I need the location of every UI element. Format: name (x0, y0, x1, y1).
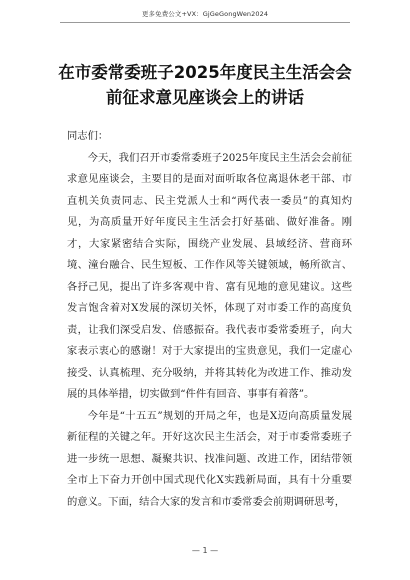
salutation: 同志们： (67, 130, 109, 142)
paragraph-1: 今天，我们召开市委常委班子2025年度民主生活会会前征求意见座谈会，主要目的是面对面听取各位离退休老干部、市直机关负责同志、民主党派人士和“两代表一委员”的真知灼见，为高质量开好年度民主生活会打好基础、做好准备。刚才，大家紧密结合实际，围绕产业发展、县域经济、营商环境、潼台融合、民生短板、工作作风等关键领域，畅所欲言、各抒己见，提出了许多客观中肯、富有见地的意见建议。这些发言饱含着对X发展的深切关怀，体现了对市委工作的高度负责，让我们深受启发、倍感振奋。我代表市委常委班子，向大家表示衷心的感谢！对于大家提出的宝贵意见，我们一定虚心接受、认真梳理、充分吸纳，并将其转化为改进工作、推动发展的具体举措，切实做到“件件有回音、事事有着落”。 (67, 151, 352, 400)
title-line-1: 在市委常委班子2025年度民主生活会会 (58, 63, 352, 82)
paragraph-2: 今年是“十五五”规划的开局之年，也是X迈向高质量发展新征程的关键之年。开好这次民主生活会，对于市委常委班子进一步统一思想、凝聚共识、找准问题、改进工作，团结带领全市上下奋力开创中国式现代化X实践新局面，具有十分重要的意义。下面，结合大家的发言和市委常委会前期调研思考， (67, 409, 352, 508)
title-line-2: 前征求意见座谈会上的讲话 (106, 88, 304, 107)
header-watermark-text: 更多免费公文+VX：GjGeGongWen2024 (141, 10, 269, 18)
document-title (0, 60, 410, 110)
document-body (67, 126, 352, 513)
page-number: — 1 — (191, 546, 219, 555)
header-divider (60, 22, 350, 23)
